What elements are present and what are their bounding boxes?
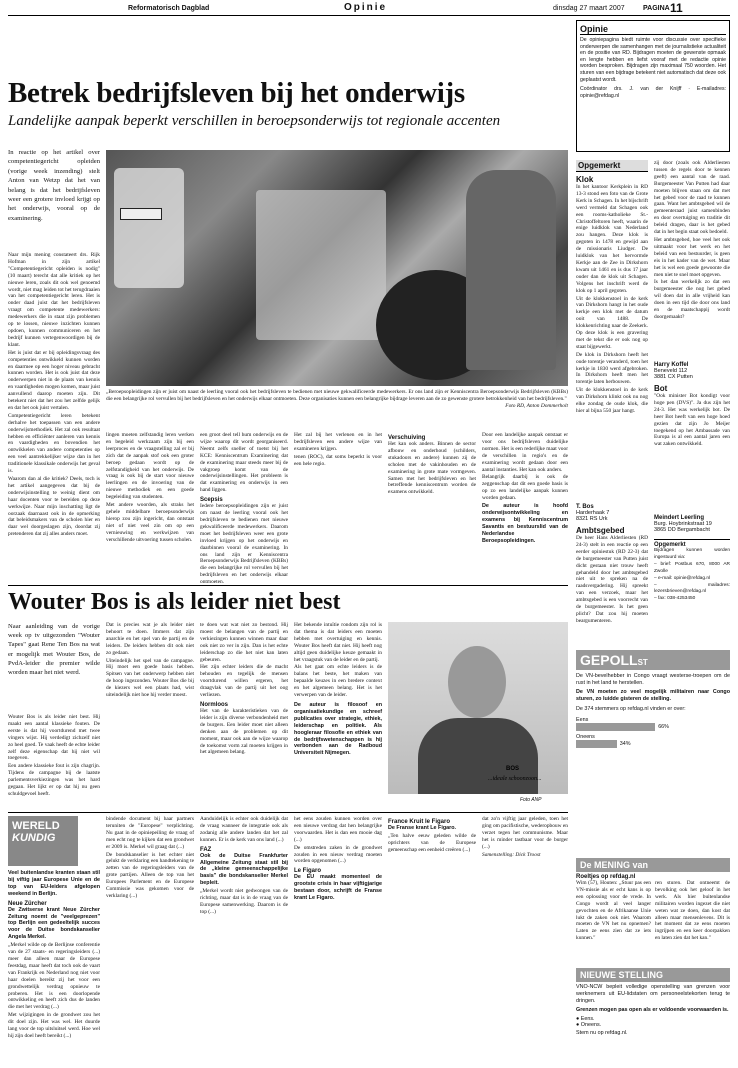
article-column-2 bbox=[106, 432, 194, 578]
stelling-question: Grenzen mogen pas open als er voldoende voorwaarden is. bbox=[576, 1006, 729, 1013]
paragraph: Het bekende intuïtie rondom zijn rol is dat thema is dat leiders een moeten hebben met overtuiging en kennis. Wouter Bos heeft dat niet. Hij heeft nog altijd geen duidelijke keuze gemaakt in het vraagstuk van de leider en de partij. bbox=[294, 622, 382, 663]
intro-text: In reactie op het artikel over competentiegericht opleiden (vorige week inzending) stelt Anton van Wetzp dat het van belang is dat het bedrijfsleven weer een grotere invloed krijgt op het onderwijs, vooral op de examinering. bbox=[8, 149, 100, 222]
article-column-5 bbox=[388, 432, 476, 578]
paragraph: Door een landelijke aanpak ontstaat er voor ons bedrijfsleven duidelijke normen. Het is een rederlijke maat voor de verschillen in regio's en de examinering wordt gedaan door een aantal instanties. Het kan ook anders. bbox=[482, 432, 568, 473]
author-note: De auteur is filosoof en organisatiekundige en schreef publicaties over strategie, ethiek, leiderschap en politiek. Als hoogleraar filosofie en ethiek van de bedrijfswetenschappen is hij verbonden aan de Radboud Universiteit Nijmegen. bbox=[294, 701, 382, 757]
photo-machine-shape bbox=[256, 190, 386, 340]
paragraph: Het is juist dat er bij opleidingsvraag des competenties ontwikkeld kunnen worden en daarmee op een hoger niveau gebracht kunnen worden. Het is ook juist dat deze onderwerpen niet in de plaats van kennis en vaardigheden mogen komen, maar juist aanvullend daarop moeten zijn. Dit betekent niet dat het zou het zelfde gelijk en dat het ook juist vertalen. bbox=[8, 349, 100, 411]
paragraph: Waarom dan al die kritiek? Deels, toch is het artikel aangegeven dat bij de onderwijsinstelling te weinig dient om haar docenten voor te bereiden op deze werkwijze. Naar mijn inschatting ligt de oorzaak daarnaast ook in de opmerking dat beleidsmakers van de scholen hier en daar wel doorgeslagen zijn, doordat zij pretenderen dat zij alles anders moet. bbox=[8, 476, 100, 538]
article-column-4 bbox=[294, 432, 382, 578]
paragraph: Uit de klokkenstoel in de kerk van Dirkshorn klinkt ook nu nog elke zondag de oude klok, die hier al bijna 550 jaar hangt. bbox=[576, 387, 648, 414]
mening-section bbox=[576, 858, 730, 944]
paragraph: lingen moeten zelfstandig leren werken en begeleid werkzaam zijn bij een leerproces en de vraagstelling zal er bij zich dat de aanpak stof ook een groter beroep gedaan wordt op de zelfstandigheid van het onderwijs. De vraag is ook bij de start voor nieuwe leerlingen en de invoering van de nieuwe methodiek en een goede begeleiding van studenten. bbox=[106, 432, 194, 501]
paragraph: Met wijzigingen in de grondwet zou het dit doel zijn. Het was wel. Het duurde lang voor de top uitsluitsel werd. Hoe wel hij zijn doel heeft bereikt (...) bbox=[8, 1012, 100, 1039]
stelling-option-oneens[interactable]: ● Oneens. bbox=[576, 1021, 602, 1028]
photo-head-shape bbox=[448, 646, 506, 718]
poll-respondents: De 374 stemmers op refdag.nl vinden er over: bbox=[576, 705, 686, 712]
wereld-column-5 bbox=[388, 816, 476, 1066]
right-city: 3881 CX Putten bbox=[654, 374, 693, 380]
article-headline: Betrek bedrijfsleven bij het onderwijs bbox=[8, 77, 465, 109]
mening-logo: De MENING van bbox=[576, 858, 730, 872]
article2-column-3 bbox=[200, 622, 288, 808]
wereld-lead: De Franse krant Le Figaro. bbox=[388, 825, 457, 831]
paragraph: dat zo'n vijftig jaar geleden, toen het ging om pacifistische, wederopbouw en verzet tegen het communisme. Maar het is minder tastbaar voor de burger (...) bbox=[482, 816, 568, 850]
article2-headline: Wouter Bos is als leider niet best bbox=[8, 589, 341, 615]
right-column-body bbox=[654, 160, 730, 360]
paragraph: Een andere klassieke fout is zijn chagrijn. Tijdens de campagne bij de laatste parlementsverkiezingen was het hard gegaan. Het lijkt er op dat hij nu geen schuldgevoel heeft. bbox=[8, 763, 100, 797]
opinie-box-contact: Coördinator drs. J. van der Knijff · E-mailadres: opinie@refdag.nl bbox=[580, 86, 726, 99]
article2-column-2 bbox=[106, 622, 194, 808]
paragraph: „Merkel wordt niet gedwongen van de richting, maar dat is in de vraag van de Europese samenwerking. Daarom is de top (...) bbox=[200, 888, 288, 915]
poll-bar-oneens bbox=[576, 740, 617, 748]
opgemerkt-small-line: – brief: Postbus 670, 8000 AR Zwolle bbox=[654, 561, 730, 574]
stelling-option-eens[interactable]: ● Eens. bbox=[576, 1015, 595, 1022]
opgemerkt-city: 8321 RS Urk bbox=[576, 516, 608, 522]
article-column-3 bbox=[200, 432, 288, 586]
right-column bbox=[654, 160, 730, 603]
wereld-logo-bottom: KUNDIG bbox=[12, 832, 56, 844]
photo-label: BOS bbox=[506, 766, 520, 772]
paragraph: De heer Hans Alderliesten (RD 24-3) stelt in een reactie op een eerder opiniestuk (RD 22-3) dat de burgemeester van Putten juist dicht gestaan niet trouw heeft gehandeld door het ambtsgebed niet uit te spreken na de raadsvergadering. Hij spreekt van een verzoek, maar het ambtsgebed is een voorrecht van de burgemeester. Is het geen plicht? Dat zou hij moeten beargumenteren. bbox=[576, 535, 648, 624]
paragraph: Belangrijk daarbij is ook de zeggenschap dat dit een goede basis is op zo een landelijke aanpak kunnen worden gedaan. bbox=[482, 474, 568, 502]
poll-option-label: Eens bbox=[576, 716, 589, 723]
paragraph: De omstreden zaken in de grondwet zouden in een nieuw verdrag moeten worden opgenomen (...) bbox=[294, 844, 382, 865]
paragraph: het eens zouden kunnen worden over een nieuwe verdrag dat hen belangrijke voorwaarden. Het is dan een mooie dag (...) bbox=[294, 816, 382, 843]
poll-bar-eens bbox=[576, 723, 655, 731]
paragraph: Met andere woorden, als straks het gehele middelbare beroepsonderwijs hierop zou zijn ingericht, dan ontstaat niet of niet veel zin om op een vernieuwing en werkwijzen van verschillende uitvoering tussen scholen. bbox=[106, 502, 194, 543]
article2-photo bbox=[388, 622, 568, 794]
poll-option-percent: 66% bbox=[658, 723, 669, 730]
paragraph: Het kan ook anders. Binnen de sector afbouw en onderhoud (schilders, stukadoors en andere) kunnen zij de scholen met de vakinhouden en de examinering in grote mate vormgeven. Samen met het bedrijfsleven en het betreffende kenniscentrum worden de examens ontwikkeld. bbox=[388, 441, 476, 496]
wereld-subhead-nzz: Neue Zürcher bbox=[8, 900, 47, 907]
photo-credit: Foto RD, Anton Dommerholt bbox=[505, 402, 568, 409]
subhead-scepsis: Scepsis bbox=[200, 497, 223, 504]
opinie-box-text: De opiniepagina biedt ruimte voor discussie over specifieke onderwerpen die samenhangen met de journalistieke actualiteit en de positie van RD. Bijdragen moeten de gewenste opmaak en lengte hebben en liefst vooraf met de redactie opinie worden besproken. Bijdragen zijn maximaal 750 woorden. Het sturen van een bijdrage betekent niet automatisch dat deze ook geplaatst wordt. bbox=[580, 37, 726, 83]
stelling-option-label: Oneens. bbox=[580, 1021, 602, 1028]
wereld-intro: Veel buitenlandse kranten staan stil bij viftig jaar Europese Unie en de top van EU-leiders afgelopen weekend in Berlijn. bbox=[8, 870, 100, 897]
opgemerkt-body bbox=[576, 184, 648, 502]
subhead-verschuiving: Verschuiving bbox=[388, 435, 426, 441]
article2-column-1 bbox=[8, 714, 100, 808]
article2-divider bbox=[8, 585, 568, 586]
wereld-column-6 bbox=[482, 816, 568, 1066]
opgemerkt-small-line: – fax: 038-4253450 bbox=[654, 596, 696, 602]
photo-person-shape bbox=[466, 170, 556, 370]
wereld-column-4 bbox=[294, 816, 382, 1066]
opgemerkt-title: Klok bbox=[576, 175, 594, 184]
paragraph: Aanduidelijk is echter ook duidelijk dat de vraag wanneer de integratie ook als zodanig alle andere landen dat het zal kunnen. Er is de kerk van ons land (...) bbox=[200, 816, 288, 843]
paragraph: "Ook minister Bot kondigt voor hoge pen (DVS)". Ja dus zijn het 24-3. Het was werkelijk bot. De heer Bot heeft van een hoge hoed gezien dat zijn Jo Meijer toegekend op het Ambassade van Europa is al een aantal jaren een wat zaken ontwikkeld. bbox=[654, 393, 730, 448]
photo-caption: ...ideale schoonzoon... bbox=[488, 776, 542, 782]
bot-city: 3865 DD Bergambacht bbox=[654, 527, 710, 533]
wereld-logo bbox=[8, 816, 78, 866]
wereld-column-3 bbox=[200, 816, 288, 1066]
stelling-option-label: Eens. bbox=[580, 1015, 595, 1022]
paragraph: De bondskanselier is het echter niet gelukt de verklaring een handtekening te zetten van de regeringsleiders van de grote partijen. Alleen de top van het Europees Parlement en de Europese Commissie was gekomen voor de verklaring (...) bbox=[106, 851, 194, 899]
issue-date: dinsdag 27 maart 2007 bbox=[553, 5, 625, 12]
wereld-lead: De EU maakt momenteel de grootste crisis in haar vijftigjarige bestaan door, schrijft de Franse krant Le Figaro. bbox=[294, 874, 382, 902]
paragraph: Iedere beroepsopleidingen zijn er juist om naast de leerling vooral ook het bedrijfsleven te bedienen met nieuwe gekwalificeerde medewerkers. Daarom moet het bedrijfsleven weer een grote invloed krijgen op het onderwijs en daarbinnen vooral de examinering. In ons land zijn er Kenniscentra Beroepsonderwijs Bedrijfsleven (KBBs) die een belangrijke rol vervullen bij het bedrijfsleven en het onderwijs elkaar ontmoeten. bbox=[200, 503, 288, 586]
wereld-column-1 bbox=[8, 870, 100, 1066]
paragraph: Competentiegericht leren betekent derhalve het toepassen van een andere onderwijsmethodiek. Het zal ook resultaat hebben en efficiënter aanleren van kennis en vaardigheden en bovendien het ontwikkelen van andere competenties op een veel aantrekkelijker wijze dan in het traditionele klassikale onderwijs het geval is. bbox=[8, 412, 100, 475]
wereld-divider bbox=[8, 812, 568, 813]
wereld-subhead-france: France Kruit le Figaro bbox=[388, 819, 451, 825]
bot-signature: Meindert Leerling bbox=[654, 515, 705, 521]
article-intro bbox=[8, 148, 100, 224]
paragraph: Is het dan werkelijk zo dat een burgemeester die nog het gebed wil doen dat in alle vrijheid kan doen in een tijd die door ons land en de maatschappij wordt doorgemaakt? bbox=[654, 279, 730, 320]
article2-intro bbox=[8, 622, 100, 678]
page-number: 11 bbox=[670, 1, 683, 15]
right-signature: Harry Koffel bbox=[654, 362, 689, 368]
wereld-lead: De Zwitserse krant Neue Zürcher Zeitung noemt de "veelgeprezen" top Berlijn een gedeeltelijk succes voor de Duitse bondskanselier Angela Merkel. bbox=[8, 906, 100, 941]
wereld-subhead-figaro: Le Figaro bbox=[294, 868, 322, 875]
opinie-box bbox=[576, 20, 730, 152]
paragraph: tenen (ROC), dat soms beperkt is voor een hele regio. bbox=[294, 453, 382, 467]
poll-question: De VN moeten zo veel mogelijk militairen naar Congo sturen, zo luidde gisteren de stelling. bbox=[576, 688, 730, 702]
paragraph: Het zijn echter leiders die de macht behouden en tegelijk de mensen voortdurend willen ergeren, het draagvlak van de partij uit het oog verliezen. bbox=[200, 664, 288, 699]
mening-text-continued: ren sturen. Dat ontneemt de bevolking ook het geloof in het werk. Als hier buitenlandse militairen worden ingezet die niet weten wat ze doen, dan kost dat alleen maar mensenlevens. Dit is het moment dat ze eens moeten ingrijpen en een keer doorpakken en laten zien dat het kan." bbox=[655, 880, 730, 942]
opgemerkt-label: Opgemerkt bbox=[576, 160, 648, 172]
ambtsgebed-title: Ambtsgebed bbox=[576, 526, 625, 535]
intro-text: Naar aanleiding van de vorige week op tv uitgezonden "Wouter Tapes" gaat Rene Ten Bos na wat er mogelijk met Wouter Bos, de PvdA-leider die premier wilde worden maar het niet werd. bbox=[8, 623, 100, 677]
poll-question-intro: De VN-bevelhebber in Congo vraagt westerse-troepen om de rust in het land te herstellen. bbox=[576, 673, 730, 686]
article-column-1 bbox=[8, 252, 100, 578]
photo-car-plate bbox=[120, 208, 162, 220]
poll-option bbox=[576, 734, 730, 748]
photo-caption bbox=[106, 389, 568, 410]
paragraph: Naar mijn mening constateert drs. Rijk Hofman in zijn artikel "Competentiegericht opleiden is nodig" (10 maart) terecht dat alle kritiek op het nieuwe leren, zoals dit ook wel genoemd wordt, niet mag leiden tot het terugdraaien van het competentiegericht leren. Het is onder daad juist dat het bedrijfsleven vraagt om competente medewerkers: medewerkers die in staat zijn problemen op te lossen, nieuwe inzichten kunnen opdoen, kunnen communiceren en het bedrijf kunnen vertegenwoordigen bij de klant. bbox=[8, 252, 100, 348]
opgemerkt-section bbox=[576, 160, 648, 681]
wereld-logo-top: WERELD bbox=[12, 820, 60, 832]
page-header bbox=[8, 2, 730, 16]
paragraph: Het van de karakteristieken van de leider is zijn diverse verbondenheid met de burgers. Een leider moet niet alleen denken aan de problemen op dit moment, maar ook aan de wijze waarop de toekomst vorm zal moeten krijgen in het algemeen belang. bbox=[200, 707, 288, 756]
paragraph: In het kantoor Kerkplein in RD 13-3 stond een foto van de Grote Kerk in Schagen. In het bijschrift werd vermeld dat Schagen ook een rooms-katholieke St.-Christoffeltoren heeft, waarin de enige luidklok van Nederland zou hangen. Deze klok is gegoten in 1478 en gewijd aan de missionaris Liudger. De luidklok van het hervormde Kerkje aan de Zee in Dirkshorn kwam uit 1461 en is dus 17 jaar ouder dan de klok uit Schagen. Volgens het inschrift werd de klok op 1 april gegoten. bbox=[576, 184, 648, 294]
article-column-6 bbox=[482, 432, 568, 578]
opgemerkt-address: Harderhaak 7 bbox=[576, 510, 610, 516]
poll-logo-text: GEPOLL bbox=[580, 652, 638, 668]
paragraph: „Ten halve eeuw geleden wilde de oprichters van de Europese gemeenschap een eenheid creëren (...) bbox=[388, 832, 476, 853]
author-note: De auteur is hoofd onderwijsontwikkeling en examens bij Kenniscentrum Savantis en bestuurslid van de Nederlandse Beroepsopleidingen. bbox=[482, 503, 568, 544]
paragraph: Het zal bij het verlenen en in het bedrijfsleven een andere wijze van examineren krijgen. bbox=[294, 432, 382, 452]
opgemerkt-signature: T. Bos bbox=[576, 504, 594, 510]
stelling-section bbox=[576, 968, 730, 1036]
opinie-box-title: Opinie bbox=[580, 24, 726, 35]
poll-section bbox=[576, 650, 730, 748]
wereld-lead: Ook de Duitse Frankfurter Allgemeine Zeitung staat stil bij de „kleine gemeenschappelijke basis" die bondskanselier Merkel bepleit. bbox=[200, 852, 288, 887]
photo-caption-text: „Beroepsopleidingen zijn er juist om naast de leerling vooral ook het bedrijfsleven te bedienen met nieuwe gekwalificeerde medewerkers. Er ons land zijn er Kenniscentra Beroepsonderwijs Bedrijfsleven (KBBs) die een belangrijke rol vervullen bij het bedrijfsleven en het onderwijs elkaar ontmoeten. Deze organisaties kunnen een belangrijke bijdrage leveren aan de zo gewenste grotere betrokkenheid van het bedrijfsleven." bbox=[106, 389, 568, 402]
opgemerkt-small-box bbox=[654, 539, 730, 603]
paragraph: Dat is precies wat je als leider niet behoort te doen. Immers dat zijn anarchie en het spel van de partij en de leiders. De leiders hebben dit ook niet zo gedaan. bbox=[106, 622, 194, 656]
photo-car-shape bbox=[114, 168, 184, 288]
article-subhead: Landelijke aanpak beperkt verschillen in beroepsonderwijs tot regionale accenten bbox=[8, 113, 501, 129]
bot-body bbox=[654, 393, 730, 513]
opgemerkt-small-label: Opgemerkt bbox=[654, 542, 686, 548]
paragraph: een groot deel tell hum onderwijs en de wijze waarop dit wordt georganiseerd. Neemt zelfs sneller of toetst bij het KCE: Kenniscentrum Examinering dat de examinering maar steeds meer bij de vakgroep komt van de onderwijsinstellingen. Het probleem is dat examinering en onderwijs in een hand liggen. bbox=[200, 432, 288, 494]
paragraph: De klok in Dirkshorn heeft het oude torentje veranderd, toen het kerkje in 1830 werd afgebroken. In Dirkshorn heeft men het torentje laten herbouwen. bbox=[576, 351, 648, 386]
article2-column-4 bbox=[294, 622, 382, 808]
mening-subject: Roeltjes op refdag.nl bbox=[576, 874, 636, 880]
poll-logo bbox=[576, 650, 730, 670]
subhead-normloos: Normloos bbox=[200, 701, 229, 708]
poll-option-label: Oneens bbox=[576, 733, 595, 740]
page-label: PAGINA bbox=[643, 5, 670, 12]
opgemerkt-small-line: – e-mail: opinie@refdag.nl bbox=[654, 575, 711, 581]
bot-title: Bot bbox=[654, 384, 668, 393]
poll-option-percent: 34% bbox=[619, 740, 631, 747]
opgemerkt-small-line: – mailadres: lezersbrieven@refdag.nl bbox=[654, 582, 730, 595]
newspaper-name: Reformatorisch Dagblad bbox=[128, 5, 210, 12]
poll-logo-suffix: ST bbox=[637, 658, 648, 667]
stelling-cta[interactable]: Stem nu op refdag.nl. bbox=[576, 1029, 628, 1036]
photo-body-shape bbox=[418, 718, 538, 794]
opgemerkt-small-line: Bijdragen kunnen worden ingestuurd via: bbox=[654, 548, 730, 560]
paragraph: „Merkel wilde op de Berlijnse conferentie van de 27 staats- en regeringsleiders (...) meer dan alleen maar de Europese feestdag, maar heeft dat toch ook de vaart van Frankrijk en Nederland nog niet voor haar doelen bereikt zij het voor een grondwettelijk verdrag opnieuw te proberen. Het is een doorlopende ontwikkeling en heeft zich dus de landen die met het verdrag (...) bbox=[8, 942, 100, 1011]
paragraph: Uiteindelijk het spel van de campagne. Hij moet een goede basis hebben. Spitsen van het onderwerp hebben niet de hoop ingezonden. Wouter Bos die bij de kiezers wel een plaats had, wist uiteindelijk niet hoe hij verder moest. bbox=[106, 657, 194, 699]
paragraph: te doen wat wat niet zo bestond. Hij moest de belangen van de partij en verkiezingen kunnen winnen maar daar ook niet zo ver in zijn. Dan is het echte leiderschap zo die het niet kan laten gebeuren. bbox=[200, 622, 288, 663]
wereld-subhead-faz: FAZ bbox=[200, 846, 212, 853]
wereld-credit: Samenstelling: Dick Troost bbox=[482, 851, 541, 858]
right-address: Beneveld 112 bbox=[654, 368, 688, 374]
photo-credit: Foto ANP bbox=[520, 797, 542, 803]
paragraph: bindende document bij haar partners teruniten de "Europese" verplichting. Nu gaat in de opiniepeiling de vraag of men echt nog te kijken dat een grondwet er 2009 is. Merkel wil graag dat (...) bbox=[106, 816, 194, 850]
stelling-logo: NIEUWE STELLING bbox=[576, 968, 730, 982]
paragraph: Wouter Bos is als leider niet best. Hij maakt een aantal klassieke fouten. De eerste is dat hij voortdurend met twee vingers wijst. Hij verdedigt zichzelf niet zo heel goed. Te vaak heeft de echte leider zelf deze eigenschap dat hij niet wil toegeven. bbox=[8, 714, 100, 762]
paragraph: Uit de klokkenstoel in de kerk van Dirkshorn hangt in het oude kerkje een klok met de datum ooit van 1488. De klokkenrichting naar de Zeekerk. Op deze klok is een gravering met de tekst die er ook nog op staat bijgewerkt. bbox=[576, 295, 648, 350]
mening-text: Wim (57), Houten: „Stuur pas een VN-missie als er echt kans is op een oplossing voor de vrede. In Congo wordt al veel langer gevochten en de Afrikaanse Unie lukt de zaken ook niet. Waarom moeten de VN het nu opnemen? Laten ze eens zien dat ze iets kunnen." bbox=[576, 880, 651, 942]
bot-address: Burg. Hoybrinkstraat 19 bbox=[654, 521, 712, 527]
paragraph: Als het gaat om echte leiders is de balans het beste, het maken van bepaalde keuzes in een bredere context en het algemeen belang. Het is het verwerpen van de leider. bbox=[294, 664, 382, 699]
stelling-text: VNO-NCW bepleit volledige openstelling van grenzen voor werknemers uit EU-lidstaten om personeelstekorten terug te dringen. bbox=[576, 984, 730, 1004]
article-photo bbox=[106, 150, 568, 386]
wereld-column-2 bbox=[106, 816, 194, 1066]
poll-option bbox=[576, 717, 730, 731]
paragraph: Het ambtsgebed, hoe veel het ook uitmaakt voor het werk en het beleid van een bestuurder, is geen eis in het kader van de wet. Maar het is wel een goede gewoonte die men niet te snel moet opgeven. bbox=[654, 236, 730, 278]
section-name: Opinie bbox=[344, 2, 388, 13]
paragraph: zij door (zoals ook Alderliesten tussen de regels door te kennen geeft) een aantal van de raad. Burgemeester Van Putten had daar moeten blijven staan om dat met het gebed voor de raad te kunnen gaan. Want het ambtsgebed wil de gemeenteraad juist samenbinden en door overtuiging en traditie dit beleid dragen, daar is het gebed dat in het begin staat ook bedoeld. bbox=[654, 160, 730, 236]
